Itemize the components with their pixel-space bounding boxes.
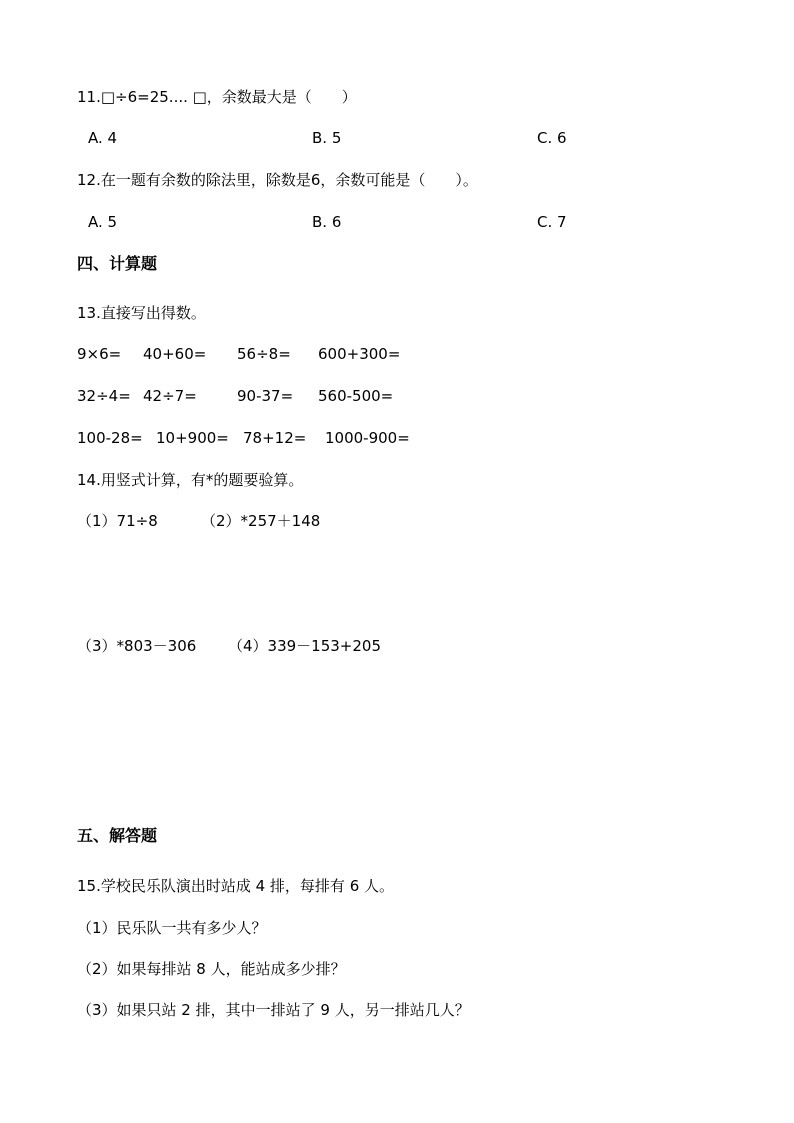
question-15-stem: 15.学校民乐队演出时站成 4 排，每排有 6 人。: [77, 877, 395, 895]
q14-item-3: （3）*803－306: [77, 637, 197, 655]
calc-item: 560-500=: [318, 387, 394, 405]
question-14-stem: 14.用竖式计算，有*的题要验算。: [77, 471, 304, 489]
question-11-option-c: C. 6: [537, 129, 567, 147]
question-15-part-1: （1）民乐队一共有多少人？: [77, 919, 267, 937]
calc-item: 40+60=: [143, 345, 207, 363]
q14-item-4: （4）339－153+205: [228, 637, 382, 655]
q14-item-1: （1）71÷8: [77, 512, 158, 530]
section-5-heading: 五、解答题: [77, 826, 158, 845]
calc-item: 78+12=: [243, 429, 307, 447]
calc-item: 9×6=: [77, 345, 122, 363]
calc-item: 32÷4=: [77, 387, 131, 405]
calc-item: 100-28=: [77, 429, 143, 447]
question-15-part-2: （2）如果每排站 8 人，能站成多少排？: [77, 960, 346, 978]
calc-item: 90-37=: [237, 387, 294, 405]
section-4-heading: 四、计算题: [77, 254, 158, 273]
calc-item: 42÷7=: [143, 387, 197, 405]
question-12-option-b: B. 6: [312, 213, 342, 231]
calc-item: 56÷8=: [237, 345, 291, 363]
question-11-option-b: B. 5: [312, 129, 342, 147]
q14-row-1: [77, 511, 321, 571]
question-12-option-c: C. 7: [537, 213, 567, 231]
question-11-stem: 11.□÷6=25.... □，余数最大是（ ）: [77, 88, 357, 106]
question-12-option-a: A. 5: [88, 213, 118, 231]
calc-item: 600+300=: [318, 345, 401, 363]
q14-item-2: （2）*257＋148: [201, 512, 321, 530]
calc-item: 10+900=: [156, 429, 229, 447]
question-15-part-3: （3）如果只站 2 排，其中一排站了 9 人，另一排站几人？: [77, 1001, 470, 1019]
question-13-stem: 13.直接写出得数。: [77, 304, 206, 322]
question-12-stem: 12.在一题有余数的除法里，除数是6，余数可能是（ ）。: [77, 171, 478, 189]
q14-row-2: [77, 636, 382, 696]
calc-item: 1000-900=: [325, 429, 410, 447]
question-11-option-a: A. 4: [88, 129, 118, 147]
